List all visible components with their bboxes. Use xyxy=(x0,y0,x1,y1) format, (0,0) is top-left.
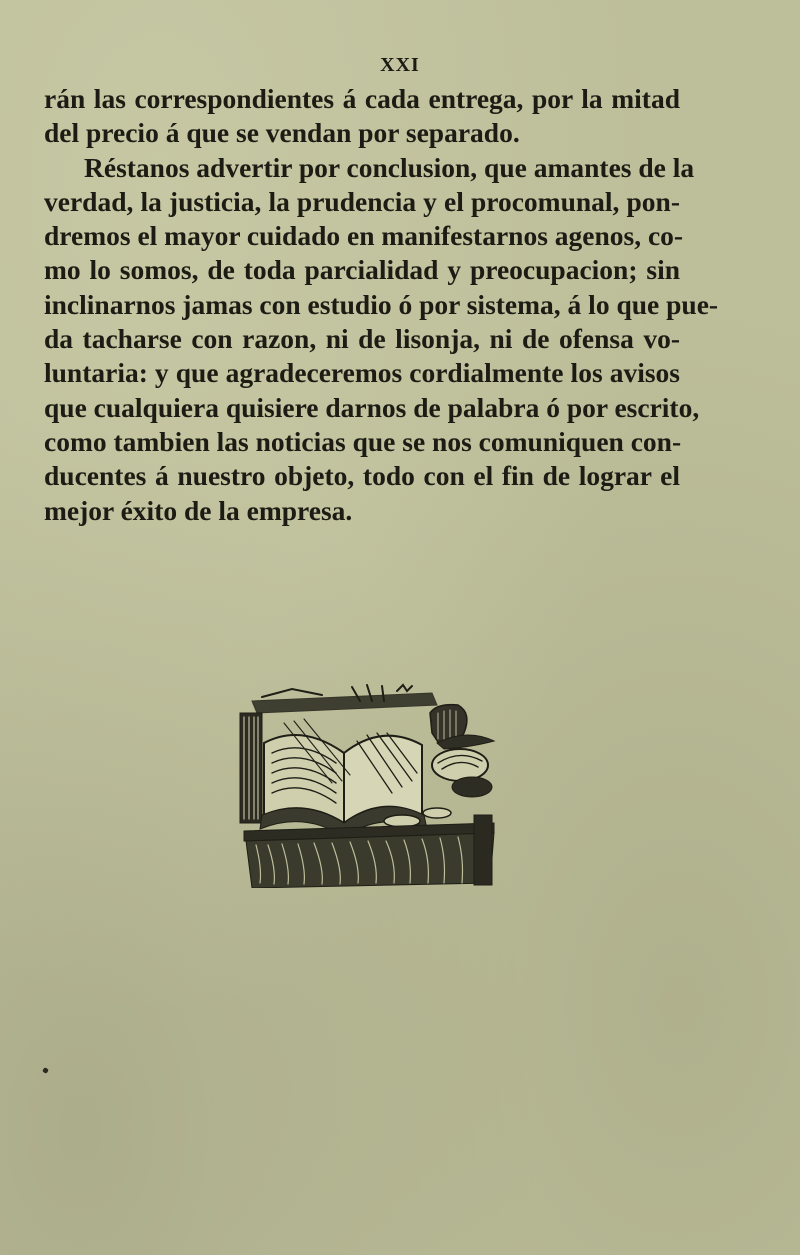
text-line: como tambien las noticias que se nos comuniquen con- xyxy=(44,425,682,457)
body-text xyxy=(44,82,719,528)
text-line: mejor éxito de la empresa. xyxy=(44,494,353,526)
text-line: mo lo somos, de toda parcialidad y preocupacion; sin xyxy=(44,254,680,286)
text-line: ducentes á nuestro objeto, todo con el fin de lograr el xyxy=(44,460,680,492)
text-line: del precio á que se vendan por separado. xyxy=(44,117,520,149)
text-line: verdad, la justicia, la prudencia y el procomunal, pon- xyxy=(44,185,680,217)
text-line: rán las correspondientes á cada entrega, por la mitad xyxy=(44,83,680,114)
ink-speck xyxy=(42,1067,49,1074)
text-line: que cualquiera quisiere darnos de palabra ó por escrito, xyxy=(44,391,700,423)
book-vignette-illustration xyxy=(232,683,502,888)
text-line: dremos el mayor cuidado en manifestarnos agenos, co- xyxy=(44,220,684,252)
text-line: da tacharse con razon, ni de lisonja, ni de ofensa vo- xyxy=(44,323,680,355)
text-line: inclinarnos jamas con estudio ó por sistema, á lo que pue- xyxy=(44,288,719,320)
page-number: XXI xyxy=(380,54,420,76)
text-line: Réstanos advertir por conclusion, que amantes de la xyxy=(84,151,695,183)
text-line: luntaria: y que agradeceremos cordialmente los avisos xyxy=(44,357,680,389)
